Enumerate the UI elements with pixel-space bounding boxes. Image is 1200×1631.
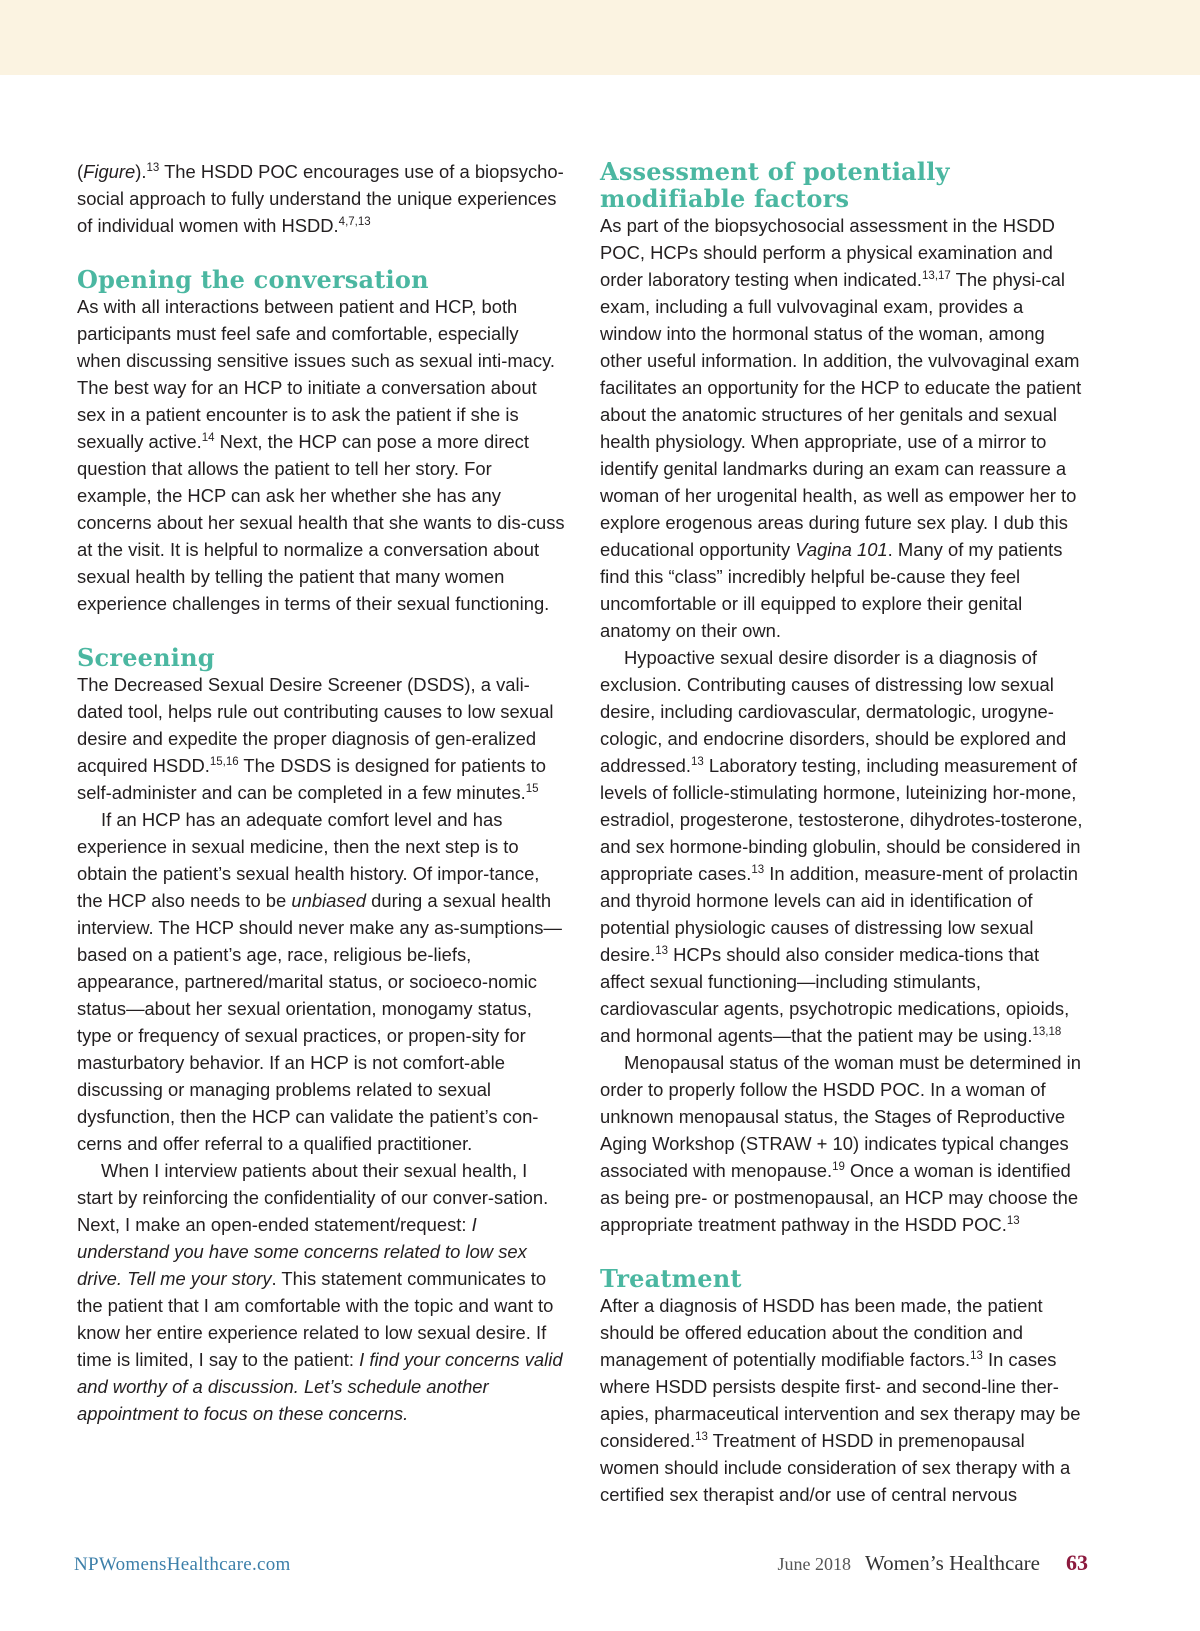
page-footer [0,1548,1200,1584]
page-number: 63 [1066,1550,1088,1575]
heading-opening-conversation: Opening the conversation [77,265,429,294]
assessment-paragraph-1: As part of the biopsychosocial assessment in the HSDD POC, HCPs should perform a physical examination and order laboratory testing when indicated.$^{13,17}$ The physi-cal exam, including a full vulvovaginal exam, provides a window into the hormonal status of the woman, among other useful information. In addition, the vulvovaginal exam facilitates an opportunity for the HCP to educate the patient about the anatomic structures of her genitals and sexual health physiology. When appropriate, use of a mirror to identify genital landmarks during an exam can reassure a woman of her urogenital health, as well as empower her to explore erogenous areas during future sex play. I dub this educational opportunity Vagina 101. Many of my patients find this “class” incredibly helpful be-cause they feel uncomfortable or ill equipped to explore their genital anatomy on their own. [600,215,1082,641]
assessment-paragraph-2: Hypoactive sexual desire disorder is a diagnosis of exclusion. Contributing causes of distressing low sexual desire, including cardiovascular, dermatologic, urogyne-cologic, and endocrine disorders, should be explored and addressed.$^{13}$ Laboratory testing, including measurement of levels of follicle-stimulating hormone, luteinizing hor-mone, estradiol, progesterone, testosterone, dihydrotes-tosterone, and sex hormone-binding globulin, should be considered in appropriate cases.$^{13}$ In addition, measure-ment of prolactin and thyroid hormone levels can aid in identification of potential physiologic causes of distressing low sexual desire.$^{13}$ HCPs should also consider medica-tions that affect sexual functioning—including stimulants, cardiovascular agents, psychotropic medications, opioids, and hormonal agents—that the patient may be using.$^{13,18}$ [600,647,1083,1046]
assessment-paragraph-3: Menopausal status of the woman must be determined in order to properly follow the HSDD POC. In a woman of unknown menopausal status, the Stages of Reproductive Aging Workshop (STRAW + 10) indicates typical changes associated with menopause.$^{19}$ Once a woman is identified as being pre- or postmenopausal, an HCP may choose the appropriate treatment pathway in the HSDD POC.$^{13}$ [600,1052,1081,1235]
screening-paragraph-3: When I interview patients about their sexual health, I start by reinforcing the confidentiality of our conver-sation. Next, I make an open-ended statement/request: I understand you have some concerns related to low sex drive. Tell me your story. This statement communicates to the patient that I am comfortable with the topic and want to know her entire experience related to low sexual desire. If time is limited, I say to the patient: I find your concerns valid and worthy of a discussion. Let’s schedule another appointment to focus on these concerns. [77,1160,563,1424]
intro-paragraph: (Figure).$^{13}$ The HSDD POC encourages use of a biopsycho-social approach to fully understand the unique experiences of individual women with HSDD.$^{4,7,13}$ [77,161,564,236]
heading-assessment: Assessment of potentially modifiable factors [600,157,950,213]
footer-magazine-title: Women’s Healthcare [865,1551,1040,1575]
heading-treatment: Treatment [600,1264,742,1293]
figure-reference: Figure [83,161,136,182]
header-band [0,0,1200,75]
heading-screening: Screening [77,643,215,672]
footer-right-group [778,1550,1088,1576]
right-column [600,158,1086,1508]
opening-paragraph: As with all interactions between patient and HCP, both participants must feel safe and comfortable, especially when discussing sensitive issues such as sexual inti-macy. The best way for an HCP to initiate a conversation about sex in a patient encounter is to ask the patient if she is sexually active.$^{14}$ Next, the HCP can pose a more direct question that allows the patient to tell her story. For example, the HCP can ask her whether she has any concerns about her sexual health that she wants to dis-cuss at the visit. It is helpful to normalize a conversation about sexual health by telling the patient that many women experience challenges in terms of their sexual functioning. [77,296,565,614]
footer-website-link[interactable]: NPWomensHealthcare.com [74,1554,291,1575]
screening-paragraph-2: If an HCP has an adequate comfort level and has experience in sexual medicine, then the next step is to obtain the patient’s sexual health history. Of impor-tance, the HCP also needs to be unbiased during a sexual health interview. The HCP should never make any as-sumptions—based on a patient’s age, race, religious be-liefs, appearance, partnered/marital status, or socioeco-nomic status—about her sexual orientation, monogamy status, type or frequency of sexual practices, or propen-sity for masturbatory behavior. If an HCP is not comfort-able discussing or managing problems related to sexual dysfunction, then the HCP can validate the patient’s con-cerns and offer referral to a qualified practitioner. [77,809,562,1154]
left-column [77,158,565,1427]
treatment-paragraph: After a diagnosis of HSDD has been made, the patient should be offered education about the condition and management of potentially modifiable factors.$^{13}$ In cases where HSDD persists despite first- and second-line ther-apies, pharmaceutical intervention and sex therapy may be considered.$^{13}$ Treatment of HSDD in premenopausal women should include consideration of sex therapy with a certified sex therapist and/or use of central nervous [600,1295,1081,1505]
screening-paragraph-1: The Decreased Sexual Desire Screener (DSDS), a vali-dated tool, helps rule out contributing causes to low sexual desire and expedite the proper diagnosis of gen-eralized acquired HSDD.$^{15,16}$ The DSDS is designed for patients to self-administer and can be completed in a few minutes.$^{15}$ [77,674,554,803]
footer-issue-date: June 2018 [777,1554,852,1574]
